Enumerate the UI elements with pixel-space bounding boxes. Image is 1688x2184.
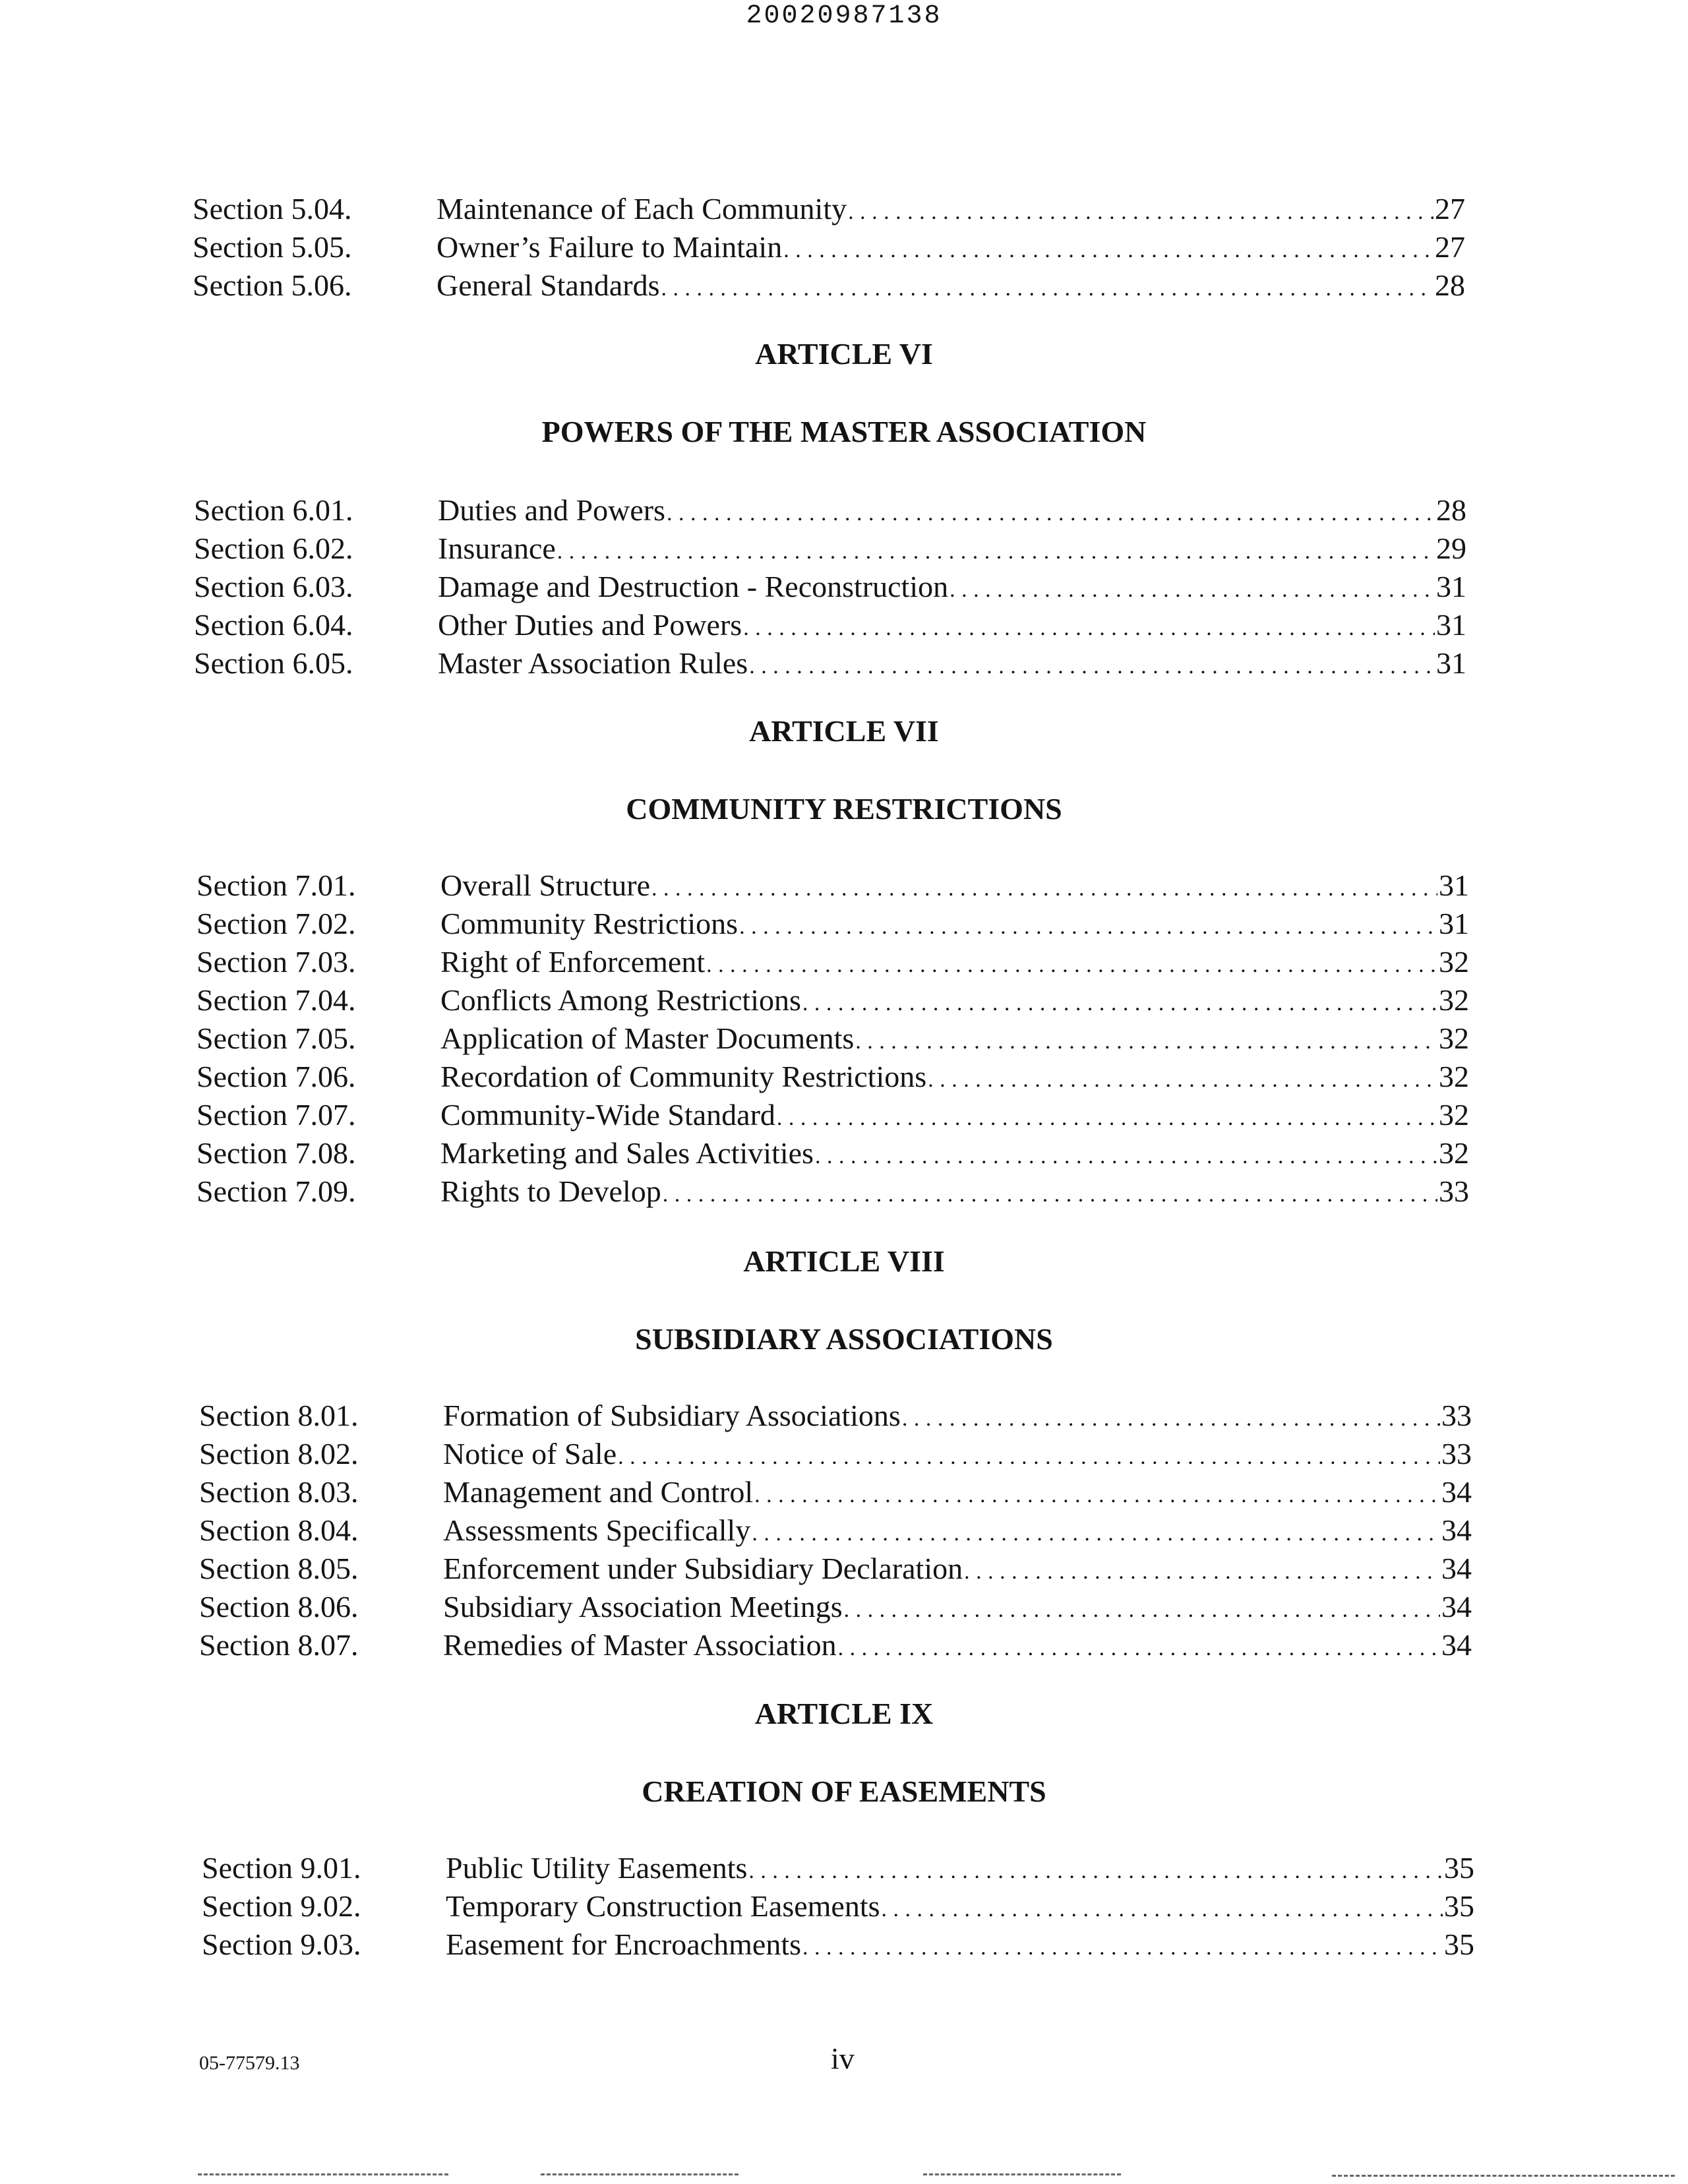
toc-entry[interactable]: [196, 981, 1469, 1019]
page-number: 33: [1439, 1174, 1469, 1208]
dot-leader: [667, 495, 1435, 533]
scan-artifact-line: [923, 2173, 1121, 2175]
toc-entry[interactable]: [196, 866, 1469, 905]
toc-entry[interactable]: [199, 1435, 1472, 1473]
toc-entry[interactable]: [202, 1887, 1474, 1926]
article-label: ARTICLE VI: [755, 337, 933, 371]
dot-leader: [882, 1891, 1443, 1929]
toc-entry[interactable]: [193, 228, 1465, 266]
section-number: Section 6.03.: [194, 570, 353, 603]
toc-entry[interactable]: [193, 266, 1465, 305]
article-label: ARTICLE IX: [754, 1697, 934, 1730]
section-title: Maintenance of Each Community: [437, 192, 847, 226]
dot-leader: [802, 985, 1437, 1023]
page-number: 34: [1441, 1590, 1472, 1623]
section-number: Section 5.06.: [193, 268, 352, 302]
section-number: Section 6.05.: [194, 646, 353, 680]
section-number: Section 9.03.: [202, 1927, 361, 1961]
section-number: Section 7.02.: [196, 907, 356, 940]
section-number: Section 7.09.: [196, 1174, 356, 1208]
section-title: Temporary Construction Easements: [446, 1889, 880, 1923]
section-title: Damage and Destruction - Reconstruction: [438, 570, 949, 603]
page-number: 34: [1441, 1475, 1472, 1509]
section-number: Section 6.04.: [194, 608, 353, 642]
section-title: Owner’s Failure to Maintain: [437, 230, 783, 264]
section-title: Master Association Rules: [438, 646, 748, 680]
toc-entry[interactable]: [193, 190, 1465, 228]
article-label: ARTICLE VII: [749, 714, 939, 748]
section-number: Section 7.05.: [196, 1021, 356, 1055]
page-number: 32: [1439, 1098, 1469, 1132]
dot-leader: [848, 193, 1433, 231]
section-number: Section 8.03.: [199, 1475, 359, 1509]
section-number: Section 5.04.: [193, 192, 352, 226]
toc-entry[interactable]: [199, 1550, 1472, 1588]
page-number: 31: [1436, 646, 1466, 680]
section-title: Assessments Specifically: [443, 1513, 751, 1547]
section-title: Insurance: [438, 531, 556, 565]
section-number: Section 8.06.: [199, 1590, 359, 1623]
section-title: Notice of Sale: [443, 1437, 617, 1471]
page-number: 32: [1439, 945, 1469, 979]
dot-leader: [815, 1138, 1437, 1176]
toc-entry[interactable]: [196, 1019, 1469, 1058]
section-number: Section 7.04.: [196, 983, 356, 1017]
section-number: Section 9.01.: [202, 1851, 361, 1885]
section-number: Section 8.04.: [199, 1513, 359, 1547]
section-title: Enforcement under Subsidiary Declaration: [443, 1552, 963, 1585]
article-title: COMMUNITY RESTRICTIONS: [626, 792, 1062, 826]
scan-artifact-line: [198, 2173, 448, 2175]
section-title: Community-Wide Standard: [440, 1098, 775, 1132]
page-number: 34: [1441, 1552, 1472, 1585]
dot-leader: [802, 1929, 1443, 1967]
page-number: 31: [1436, 570, 1466, 603]
dot-leader: [783, 231, 1433, 270]
page-number: 29: [1436, 531, 1466, 565]
article-title: POWERS OF THE MASTER ASSOCIATION: [541, 415, 1147, 448]
page-number: 35: [1444, 1889, 1474, 1923]
footer-document-id: 05-77579.13: [199, 2052, 300, 2074]
scan-artifact-line: [541, 2173, 738, 2175]
toc-entry[interactable]: [196, 905, 1469, 943]
section-title: Remedies of Master Association: [443, 1628, 837, 1662]
dot-leader: [739, 908, 1437, 946]
page-number: 31: [1439, 868, 1469, 902]
page-number: 33: [1441, 1399, 1472, 1432]
section-number: Section 5.05.: [193, 230, 352, 264]
toc-entry[interactable]: [199, 1473, 1472, 1511]
section-title: Management and Control: [443, 1475, 754, 1509]
page-number: 33: [1441, 1437, 1472, 1471]
section-title: Overall Structure: [440, 868, 651, 902]
dot-leader: [748, 1852, 1443, 1891]
toc-entry[interactable]: [196, 1058, 1469, 1096]
page-number: 28: [1435, 268, 1465, 302]
page-number: 31: [1436, 608, 1466, 642]
page-number: 35: [1444, 1851, 1474, 1885]
footer-page-number: iv: [831, 2042, 855, 2075]
section-title: General Standards: [437, 268, 660, 302]
section-number: Section 8.07.: [199, 1628, 359, 1662]
section-number: Section 9.02.: [202, 1889, 361, 1923]
dot-leader: [777, 1099, 1437, 1138]
dot-leader: [855, 1023, 1437, 1061]
page-number: 27: [1435, 192, 1465, 226]
section-number: Section 8.02.: [199, 1437, 359, 1471]
section-title: Subsidiary Association Meetings: [443, 1590, 843, 1623]
page-number: 34: [1441, 1513, 1472, 1547]
section-title: Easement for Encroachments: [446, 1927, 801, 1961]
scan-artifact-line: [1332, 2175, 1675, 2177]
document-number: 20020987138: [746, 1, 942, 31]
page-number: 32: [1439, 983, 1469, 1017]
article-title: SUBSIDIARY ASSOCIATIONS: [635, 1322, 1053, 1356]
page-number: 34: [1441, 1628, 1472, 1662]
toc-entry[interactable]: [196, 1134, 1469, 1172]
toc-entry[interactable]: [196, 1096, 1469, 1134]
dot-leader: [661, 270, 1434, 308]
section-title: Recordation of Community Restrictions: [440, 1060, 927, 1093]
dot-leader: [964, 1553, 1440, 1591]
section-title: Application of Master Documents: [440, 1021, 855, 1055]
dot-leader: [743, 609, 1435, 648]
dot-leader: [706, 946, 1437, 985]
section-title: Marketing and Sales Activities: [440, 1136, 814, 1170]
dot-leader: [749, 648, 1435, 686]
toc-entry[interactable]: [202, 1926, 1474, 1964]
section-number: Section 7.07.: [196, 1098, 356, 1132]
dot-leader: [651, 870, 1437, 908]
section-number: Section 7.03.: [196, 945, 356, 979]
dot-leader: [928, 1061, 1437, 1099]
dot-leader: [844, 1591, 1440, 1629]
section-number: Section 7.08.: [196, 1136, 356, 1170]
section-title: Formation of Subsidiary Associations: [443, 1399, 901, 1432]
section-title: Community Restrictions: [440, 907, 738, 940]
toc-entry[interactable]: [194, 568, 1466, 606]
toc-entry[interactable]: [199, 1588, 1472, 1626]
section-title: Duties and Powers: [438, 493, 665, 527]
section-number: Section 6.02.: [194, 531, 353, 565]
toc-entry[interactable]: [194, 530, 1466, 568]
section-number: Section 6.01.: [194, 493, 353, 527]
dot-leader: [902, 1400, 1440, 1438]
toc-entry[interactable]: [199, 1511, 1472, 1550]
dot-leader: [838, 1629, 1440, 1668]
dot-leader: [950, 571, 1435, 609]
section-title: Other Duties and Powers: [438, 608, 742, 642]
dot-leader: [618, 1438, 1440, 1476]
article-label: ARTICLE VIII: [743, 1244, 945, 1278]
page-number: 32: [1439, 1136, 1469, 1170]
toc-entry[interactable]: [194, 644, 1466, 682]
page-number: 27: [1435, 230, 1465, 264]
section-title: Rights to Develop: [440, 1174, 661, 1208]
toc-entry[interactable]: [199, 1626, 1472, 1664]
page-number: 28: [1436, 493, 1466, 527]
toc-entry[interactable]: [202, 1849, 1474, 1887]
section-number: Section 8.01.: [199, 1399, 359, 1432]
toc-entry[interactable]: [194, 491, 1466, 530]
article-title: CREATION OF EASEMENTS: [642, 1774, 1046, 1808]
section-title: Right of Enforcement: [440, 945, 706, 979]
dot-leader: [754, 1476, 1440, 1515]
section-title: Conflicts Among Restrictions: [440, 983, 801, 1017]
dot-leader: [663, 1176, 1437, 1214]
page-number: 32: [1439, 1021, 1469, 1055]
dot-leader: [752, 1515, 1440, 1553]
page-number: 31: [1439, 907, 1469, 940]
toc-entry[interactable]: [199, 1397, 1472, 1435]
section-number: Section 8.05.: [199, 1552, 359, 1585]
dot-leader: [557, 533, 1435, 571]
section-number: Section 7.01.: [196, 868, 356, 902]
page-number: 32: [1439, 1060, 1469, 1093]
toc-entry[interactable]: [196, 1172, 1469, 1211]
section-number: Section 7.06.: [196, 1060, 356, 1093]
section-title: Public Utility Easements: [446, 1851, 748, 1885]
toc-entry[interactable]: [196, 943, 1469, 981]
page-number: 35: [1444, 1927, 1474, 1961]
toc-entry[interactable]: [194, 606, 1466, 644]
